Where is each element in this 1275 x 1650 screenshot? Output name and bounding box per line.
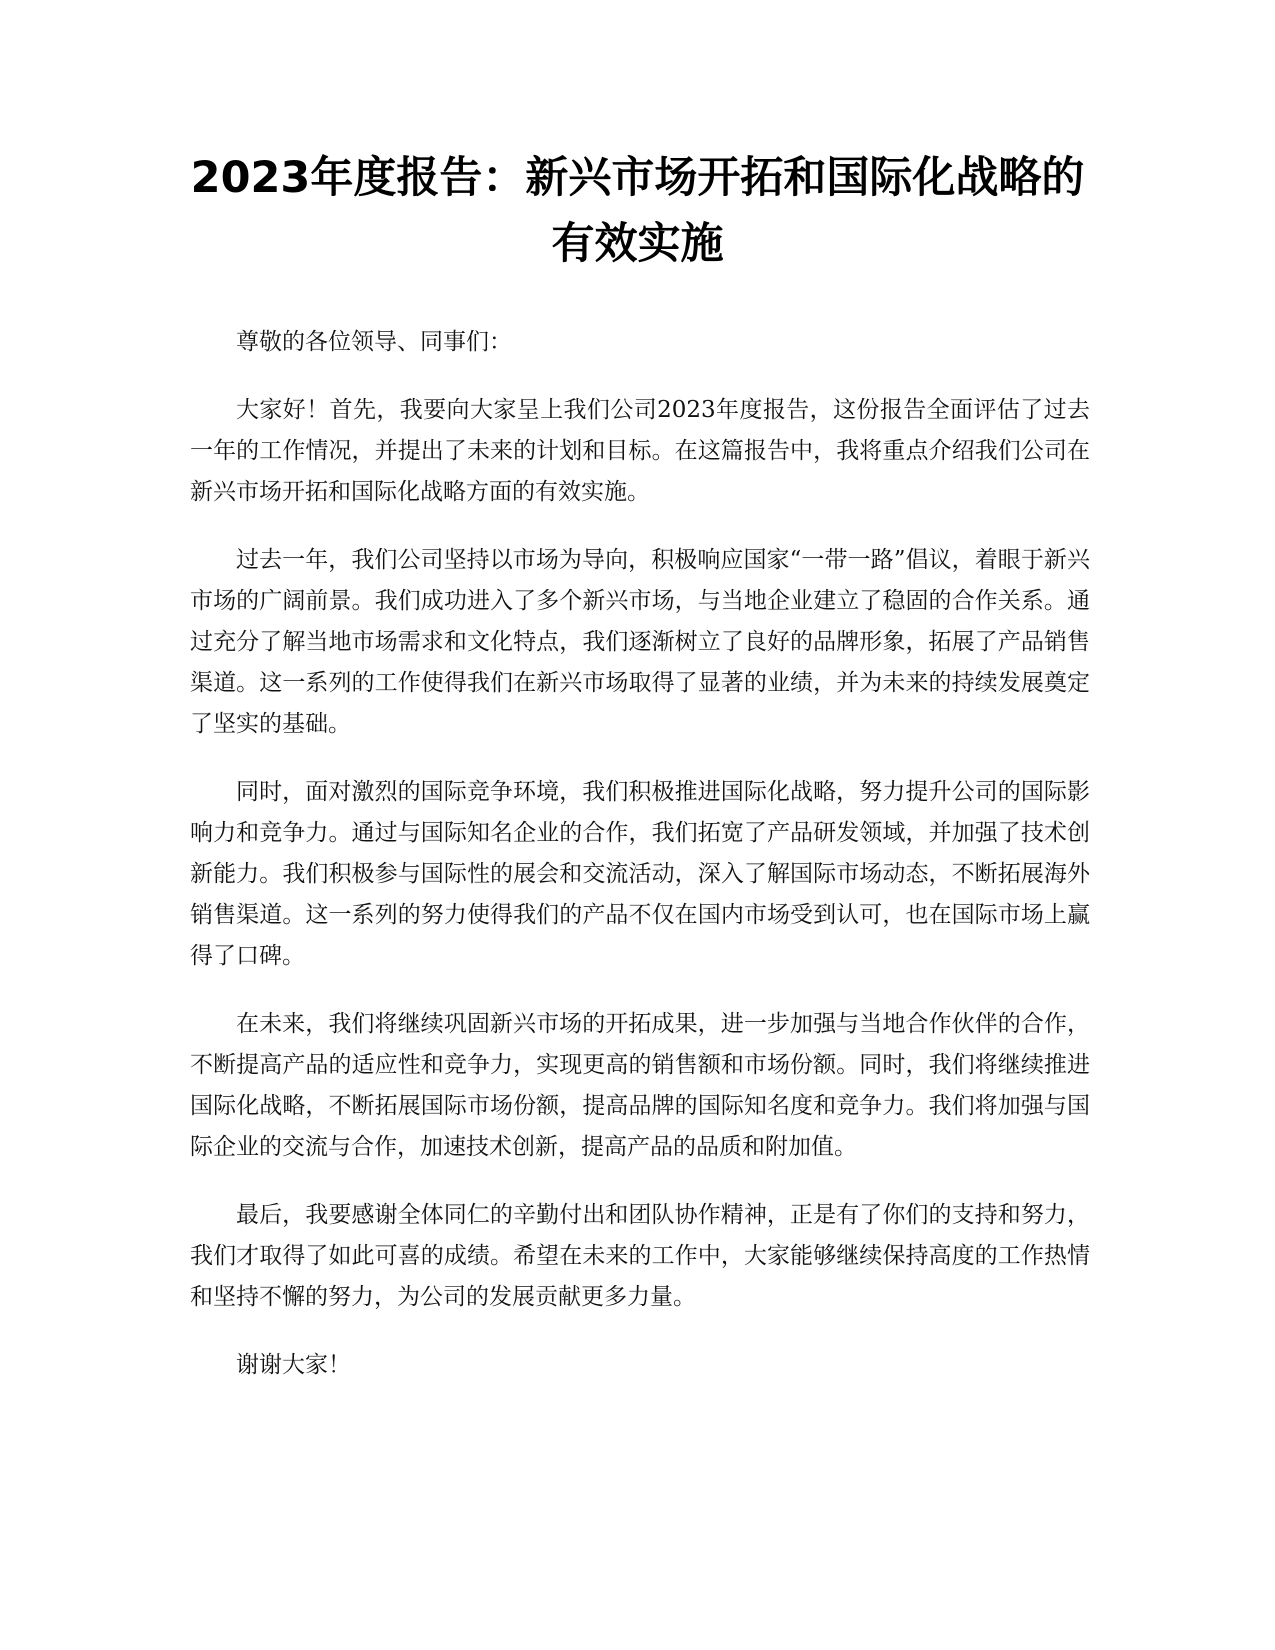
document-title: 2023年度报告：新兴市场开拓和国际化战略的有效实施 [190,153,1085,269]
paragraph-intro: 大家好！首先，我要向大家呈上我们公司2023年度报告，这份报告全面评估了过去一年的工作情况，并提出了未来的计划和目标。在这篇报告中，我将重点介绍我们公司在新兴市场开拓和国际化战略方面的有效实施。 [190,397,1090,505]
paragraph-emerging-markets: 过去一年，我们公司坚持以市场为导向，积极响应国家“一带一路”倡议，着眼于新兴市场的广阔前景。我们成功进入了多个新兴市场，与当地企业建立了稳固的合作关系。通过充分了解当地市场需求和文化特点，我们逐渐树立了良好的品牌形象，拓展了产品销售渠道。这一系列的工作使得我们在新兴市场取得了显著的业绩，并为未来的持续发展奠定了坚实的基础。 [190,547,1090,737]
closing: 谢谢大家！ [236,1352,351,1378]
paragraph-future-plans: 在未来，我们将继续巩固新兴市场的开拓成果，进一步加强与当地合作伙伴的合作，不断提高产品的适应性和竞争力，实现更高的销售额和市场份额。同时，我们将继续推进国际化战略，不断拓展国际市场份额，提高品牌的国际知名度和竞争力。我们将加强与国际企业的交流与合作，加速技术创新，提高产品的品质和附加值。 [190,1011,1090,1160]
salutation: 尊敬的各位领导、同事们： [236,329,512,355]
document-body [190,322,1090,1413]
paragraph-thanks: 最后，我要感谢全体同仁的辛勤付出和团队协作精神，正是有了你们的支持和努力，我们才取得了如此可喜的成绩。希望在未来的工作中，大家能够继续保持高度的工作热情和坚持不懈的努力，为公司的发展贡献更多力量。 [190,1202,1090,1310]
paragraph-internationalization: 同时，面对激烈的国际竞争环境，我们积极推进国际化战略，努力提升公司的国际影响力和竞争力。通过与国际知名企业的合作，我们拓宽了产品研发领域，并加强了技术创新能力。我们积极参与国际性的展会和交流活动，深入了解国际市场动态，不断拓展海外销售渠道。这一系列的努力使得我们的产品不仅在国内市场受到认可，也在国际市场上赢得了口碑。 [190,779,1090,969]
